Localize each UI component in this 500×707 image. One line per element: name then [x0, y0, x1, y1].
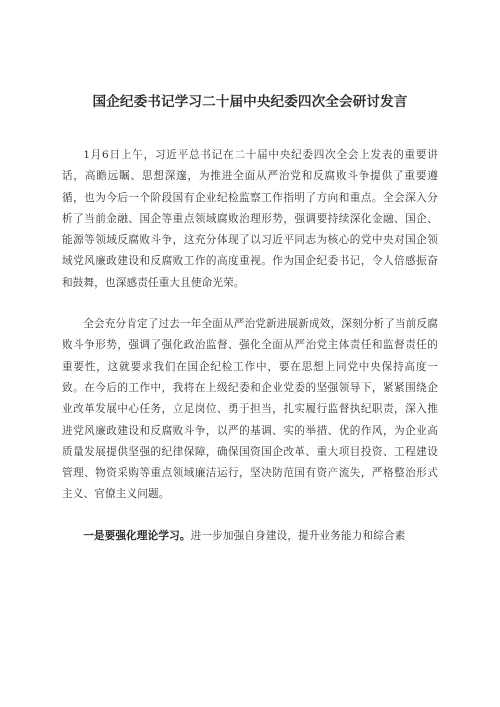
document-body — [62, 145, 438, 547]
paragraph-3-lead: 一是要强化理论学习。 — [83, 529, 191, 542]
document-title: 国企纪委书记学习二十届中央纪委四次全会研讨发言 — [92, 94, 408, 110]
paragraph-3 — [62, 526, 438, 547]
paragraph-1: 1月6日上午，习近平总书记在二十届中央纪委四次全会上发表的重要讲话，高瞻远瞩、思想深邃，为推进全面从严治党和反腐败斗争提供了重要遵循，也为今后一个阶段国有企业纪检监察工作指明了方向和重点。全会深入分析了当前金融、国企等重点领域腐败治理形势，强调要持续深化金融、国企、能源等领域反腐败斗争，这充分体现了以习近平同志为核心的党中央对国企领域党风廉政建设和反腐败工作的高度重视。作为国企纪委书记，令人倍感振奋和鼓舞，也深感责任重大且使命光荣。 — [62, 149, 438, 289]
paragraph-2: 全会充分肯定了过去一年全面从严治党新进展新成效，深刻分析了当前反腐败斗争形势，强调了强化政治监督、强化全面从严治党主体责任和监督责任的重要性，这就要求我们在国企纪检工作中，要在思想上同党中央保持高度一致。在今后的工作中，我将在上级纪委和企业党委的坚强领导下，紧紧围绕企业改革发展中心任务，立足岗位、勇于担当，扎实履行监督执纪职责，深入推进党风廉政建设和反腐败斗争，以严的基调、实的举措、优的作风，为企业高质量发展提供坚强的纪律保障，确保国资国企改革、重大项目投资、工程建设管理、物资采购等重点领域廉洁运行，坚决防范国有资产流失，严格整治形式主义、官僚主义问题。 — [62, 318, 438, 501]
paragraph-3-text: 进一步加强自身建设，提升业务能力和综合素 — [190, 529, 406, 542]
